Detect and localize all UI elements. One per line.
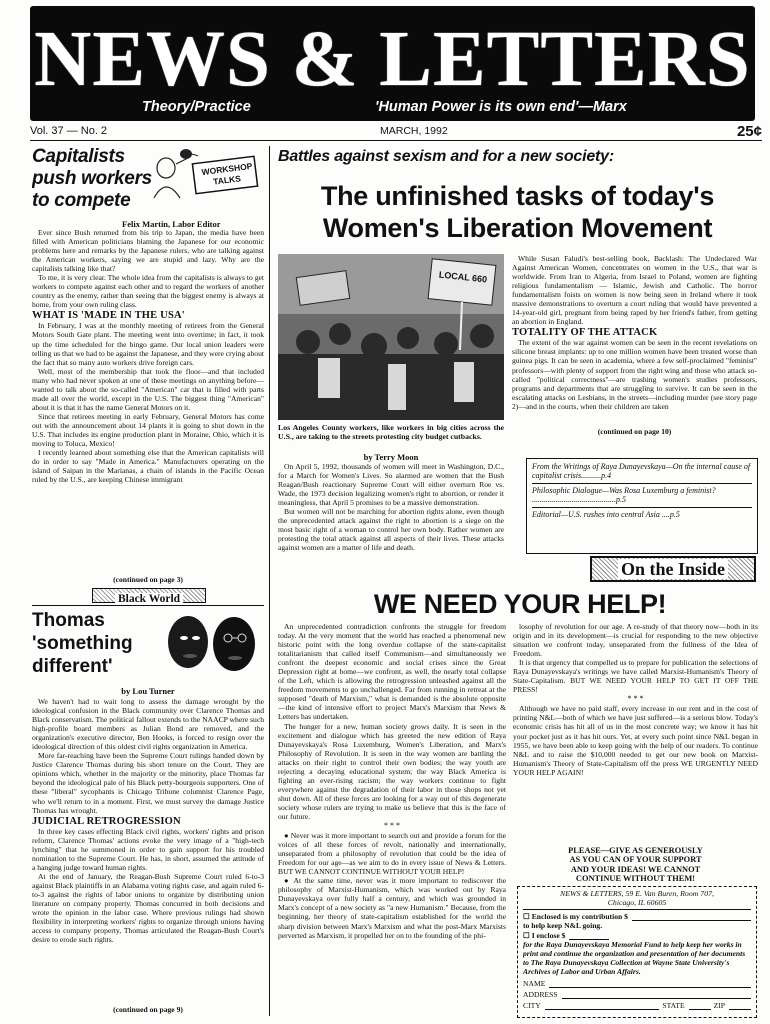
price: 25¢ [736, 123, 762, 140]
volume-number: Vol. 37 — No. 2 [30, 125, 108, 137]
column-divider [269, 146, 270, 1016]
women-kicker: Battles against sexism and for a new society: [278, 148, 615, 165]
coupon-city: Chicago, IL 60605 [607, 898, 667, 907]
women-byline: by Terry Moon [363, 452, 419, 462]
article-thomas-byline: by Lou Turner [121, 686, 175, 696]
paragraph: To me, it is very clear. The whole idea from the capitalists is always to get workers to compete against each other and to regard the workers of another country as the enemy, rather than seeing that the biggest enemy is always at home, from your own ruling class. [32, 273, 264, 310]
contribution-checkbox-label[interactable]: ☐ Enclosed is my contribution $ [523, 912, 628, 921]
paragraph: While Susan Faludi's best-selling book, Backlash: The Undeclared War Against American Women, concentrates on women in the U.S., that war is worldwide. From Iran to Algeria, from Israel to Poland, women are fighting religious fundamentalism — Islamic, Jewish and Catholic. The horror fundamentalism foists on women is now being seen in Ireland where it took massive demonstrations to overturn a court ruling that would have prevented a 14-year-old girl, pregnant from being raped by her friend's father, from getting an abortion in England. [512, 254, 757, 327]
paragraph: Well, most of the membership that took the floor—and that included many who had never spoken at one of these meetings on anything before—wanted to talk about the so-called "American" car that is filled with parts made all over the world, except in the U.S. The biggest thing "American" about it is that it has the name General Motors on it. [32, 366, 264, 412]
appeal-body-left [278, 622, 506, 1018]
fund-purpose: for the Raya Dunayevskaya Memorial Fund to help keep her works in print and continue the organization and presentation of her documents to The Raya Dunayevskaya Collection at Wayne State University's Archives of Labor and Urban Affairs. [523, 940, 746, 976]
name-label: NAME [523, 979, 546, 988]
paragraph: In three key cases effecting Black civil rights, workers' rights and prison reform, Clarence Thomas' actions evoke the very image of a "high-tech lynching" that he summoned in order to gain support for his troubled nomination to the Supreme Court. He has, in short, assumed the attitude of a hanging judge toward human rights. [32, 826, 264, 872]
fund-amount-field[interactable] [569, 933, 609, 940]
appeal-headline: WE NEED YOUR HELP! [373, 589, 667, 619]
contribution-amount-field[interactable] [632, 914, 751, 921]
paragraph: ● At the same time, never was it more important to rediscover the philosophy of Marxist-Humanism, which was worked out by Raya Dunayevskaya over fully half a century, and which was grounded in Marx's concept of a new society as "a new Humanism." Because, from the beginning, her theory of state-capitalism established for the world the sharp division between Marx's Marxism and what the post-Marx Marxists perverted as Marxism, it propelled her on to the founding of the phi- [278, 876, 506, 940]
stars-divider: * * * [384, 821, 400, 831]
article-thomas [32, 605, 264, 1005]
stars-divider: * * * [627, 694, 644, 704]
masthead [30, 6, 755, 121]
inside-item[interactable]: Editorial—U.S. rushes into central Asia ....p.5 [532, 509, 680, 519]
paragraph: Ever since Bush returned from his trip to Japan, the media have been filled with American politicians blaming the Japanese for our economic problems here and remarks by the Japanese rulers, who are talking against the American workers, saying we are stupid and lazy. Why are the capitalists talking like that? [32, 228, 264, 274]
paragraph: But women will not be marching for abortion rights alone, even though the unprecedented attack against the right to abortion is a siege on the most basic right of a woman to control her own body. Rather women are protesting the total attack against all aspects of their lives. These attacks against women are a matter of life and death. [278, 507, 504, 553]
continued-note: (continued on page 3) [113, 575, 183, 584]
city-label: CITY [523, 1001, 541, 1010]
appeal-body-right [513, 622, 758, 844]
paragraph: At the end of January, the Reagan-Bush Supreme Court ruled 6-to-3 against Black plaintiffs in an Alabama voting rights case, and again ruled 6-to-3 against the rights of labor unions to organize by distributing union literature on company property. Thomas concurred in both decisions and wrote the opinion in the labor case. Where previous rulings had shown flexibility in interpreting workers' rights to organize through unions having access to company property, Thomas articulated the Reagan-Bush Court's desire to erode such rights. [32, 871, 264, 945]
subhead: WHAT IS 'MADE IN THE USA' [32, 310, 185, 322]
subhead: TOTALITY OF THE ATTACK [512, 327, 658, 339]
contribution-purpose: to help keep N&L going. [523, 921, 603, 930]
fund-checkbox-label[interactable]: ☐ I enclose $ [523, 931, 566, 940]
paragraph: losophy of revolution for our age. A re-study of that theory now—both in its origin and in its development—is crucial for responding to the new objective situation we confront today, unseparated from the fullness of the Idea of Freedom. [513, 622, 758, 659]
appeal-plea: PLEASE—GIVE AS GENEROUSLY AS YOU CAN OF YOUR SUPPORT AND YOUR IDEAS! WE CANNOT CONTINUE WITHOUT THEM! [568, 846, 703, 884]
inside-item[interactable]: Philosophic Dialogue—Was Rosa Luxemburg a feminist? ..........................................p.5 [532, 484, 752, 508]
women-body-right [512, 254, 757, 420]
city-field[interactable] [545, 1003, 660, 1010]
zip-field[interactable] [729, 1003, 751, 1010]
protest-sign-text: LOCAL 660 [438, 269, 488, 285]
paragraph: On April 5, 1992, thousands of women will meet in Washington, D.C., for a March for Women's Lives. So alarmed are women that the Bush Reagan/Bush reactionary Supreme Court will either overturn Roe vs. Wade, the 1973 decision legalizing women's right to abortion, or render it meaningless, that April 5 promises to be a massive demonstration. [278, 462, 504, 508]
paragraph: It is that urgency that compelled us to prepare for publication the selections of Raya Dunayevskaya's writings we have called Marxist-Humanism's Theory of State-Capitalism. BUT WE NEED YOUR HELP TO GET IT OFF THE PRESS! [513, 658, 758, 695]
dateline [30, 125, 762, 141]
inside-item[interactable]: From the Writings of Raya Dunayevskaya—On the internal cause of capitalist crisis..........p.4 [532, 462, 752, 484]
paragraph: I recently learned about something else that the American capitalists will do in order to say "Made in America." Manufacturers operating on the island of Saipan in the Marianas, a chain of islands in the Pacific Ocean ruled by the U.S., are keeping Chinese immigrant [32, 448, 264, 485]
inside-banner: On the Inside [590, 556, 756, 582]
address-field[interactable] [562, 992, 751, 999]
article-thomas-headline: Thomas 'something different' [32, 610, 133, 677]
paragraph: Although we have no paid staff, every increase in our rent and in the cost of printing N&L—both of which we have just suffered—is a serious blow. Today's economic crisis has hit all of us in the most concrete way; we know it has hit your pocket just as it has hit ours. Yet, at every such point since N&L began in 1955, we have been able to keep going with the help of our readers. To continue N&L and to raise the $10,000 needed to get our new book on Marxist-Humanism's Theory of State-Capitalism off the press WE URGENTLY NEED YOUR HELP AGAIN! [513, 704, 758, 777]
coupon-address: NEWS & LETTERS, 59 E. Van Buren, Room 707, [560, 889, 714, 898]
inside-box [526, 458, 758, 554]
workshop-cartoon [146, 148, 264, 204]
masthead-left-tag: Theory/Practice [142, 99, 251, 115]
paragraph: In February, I was at the monthly meeting of retirees from the General Motors South Gate plant. The meeting went into overtime; in fact, it took up the time scheduled for the bingo game. Our local union leaders were telling us that we had to be against the Japanese, and they were crying about the fact that so many auto workers drive foreign cars. [32, 321, 264, 367]
paragraph: The extent of the war against women can be seen in the recent revelations on silicone breast implants: up to one million women have been treated worse than guinea pigs. It can be seen in academia, where a few self-proclaimed "feminist" professors—with plenty of support from the right wing and those who attack so-called "political correctness"—are trashing women's studies professors, programs and departments that are struggling to survive. It can be seen in the escalating attacks on Lesbians, in the streets—including murder (see story page 2)—and in the courts, when their children are taken [512, 338, 757, 411]
subhead: JUDICIAL RETROGRESSION [32, 815, 181, 827]
thomas-photo [160, 608, 264, 678]
zip-label: ZIP [713, 1001, 725, 1010]
paragraph: An unprecedented contradiction confronts the struggle for freedom today. At the very moment that the world has reached a phenomenal new historic point with the long overdue collapse of the state-capitalist totalitarianism that called itself Communism—and simultaneously we confront the deepest economic and social crises since the Great Depression right at home—we confront, as well, the nearly total collapse of the Left, which is allowing the retrogression unleashed against all the freedom movements to go unchallenged. Far from running in retreat at the supposed "death of Marxism," what is demanded is the absolute opposite—the kind of intensive effort to project Marx's Marxism that News & Letters has undertaken. [278, 622, 506, 722]
name-field[interactable] [549, 981, 751, 988]
paragraph: We haven't had to wait long to assess the damage wrought by the ideological confusion in the Black community over Clarence Thomas and Black conservatism. The political fallout extends to the NAACP where such high-profile board members as Julian Bond are removed, and the organization's executive director, Ben Hooks, is forced to resign over the ideological direction of this oldest civil rights organization in America. [32, 697, 264, 752]
paragraph: ● Never was it more important to search out and provide a forum for the voices of all these forces of revolt, nationally and internationally, unseparated from a philosophy of revolution that could be the idea of Freedom for our age—as we aim to do in every issue of News & Letters. BUT WE CANNOT CONTINUE WITHOUT YOUR HELP! [278, 831, 506, 877]
state-label: STATE [662, 1001, 685, 1010]
masthead-title: NEWS & LETTERS [34, 16, 751, 103]
donation-coupon [517, 886, 757, 1018]
workshop-sign-line1: WORKSHOP [201, 160, 253, 178]
women-body-left [278, 462, 504, 580]
protest-photo [278, 254, 504, 420]
paragraph: Since that retirees meeting in early February, General Motors has come out with the announcement about 14 plants it is going to shut down in the U.S. That includes its engine production plant in Moraine, Ohio, which it is moving to Toluca, Mexico! [32, 411, 264, 449]
photo-caption: Los Angeles County workers, like workers in big cities across the U.S., are taking to the streets protesting city budget cutbacks. [278, 423, 504, 442]
paragraph: More far-reaching have been the Supreme Court rulings handed down by Justice Clarence Thomas during his short tenure on the Court. They are opinions which, whether in the majority or the minority, place Thomas far beyond the ideological pale of his Black petty-bourgeois supporters. One of these "liberal" sycophants is Chicago Tribune columnist Clarence Page, who we'll return to in a moment. First, we must survey the damage Justice Thomas has wrought. [32, 751, 264, 815]
masthead-right-tag: 'Human Power is its own end'—Marx [375, 99, 627, 115]
state-field[interactable] [689, 1003, 711, 1010]
black-world-kicker: Black World [92, 588, 206, 603]
continued-note: (continued on page 10) [597, 427, 672, 436]
article-capitalists-byline: Felix Martin, Labor Editor [122, 219, 221, 229]
paragraph: The hunger for a new, human society grows daily. It is seen in the excitement and dialogue which has greeted the new edition of Raya Dunayevskaya's Rosa Luxemburg, Women's Liberation, and Marx's Philosophy of Revolution. It is seen in the way women are battling the attacks on their right to control their own bodies; the way youth are rejecting a decaying educational system; the way Black America is fighting an ever-rising racism; the way workers continue to fight everywhere against the degradation of their labor in those shops not yet shut down. All of these forces are looking for a way out of this degenerate society whose rulers are trying to make us believe that this is the face of our future. [278, 721, 506, 821]
article-capitalists [32, 146, 264, 598]
continued-note: (continued on page 9) [113, 1005, 183, 1014]
workshop-sign-line2: TALKS [212, 173, 242, 187]
article-capitalists-headline: Capitalists push workers to compete [32, 146, 152, 211]
women-headline: The unfinished tasks of today's Women's Liberation Movement [320, 181, 715, 243]
address-label: ADDRESS [523, 990, 558, 999]
issue-date: MARCH, 1992 [380, 125, 448, 137]
